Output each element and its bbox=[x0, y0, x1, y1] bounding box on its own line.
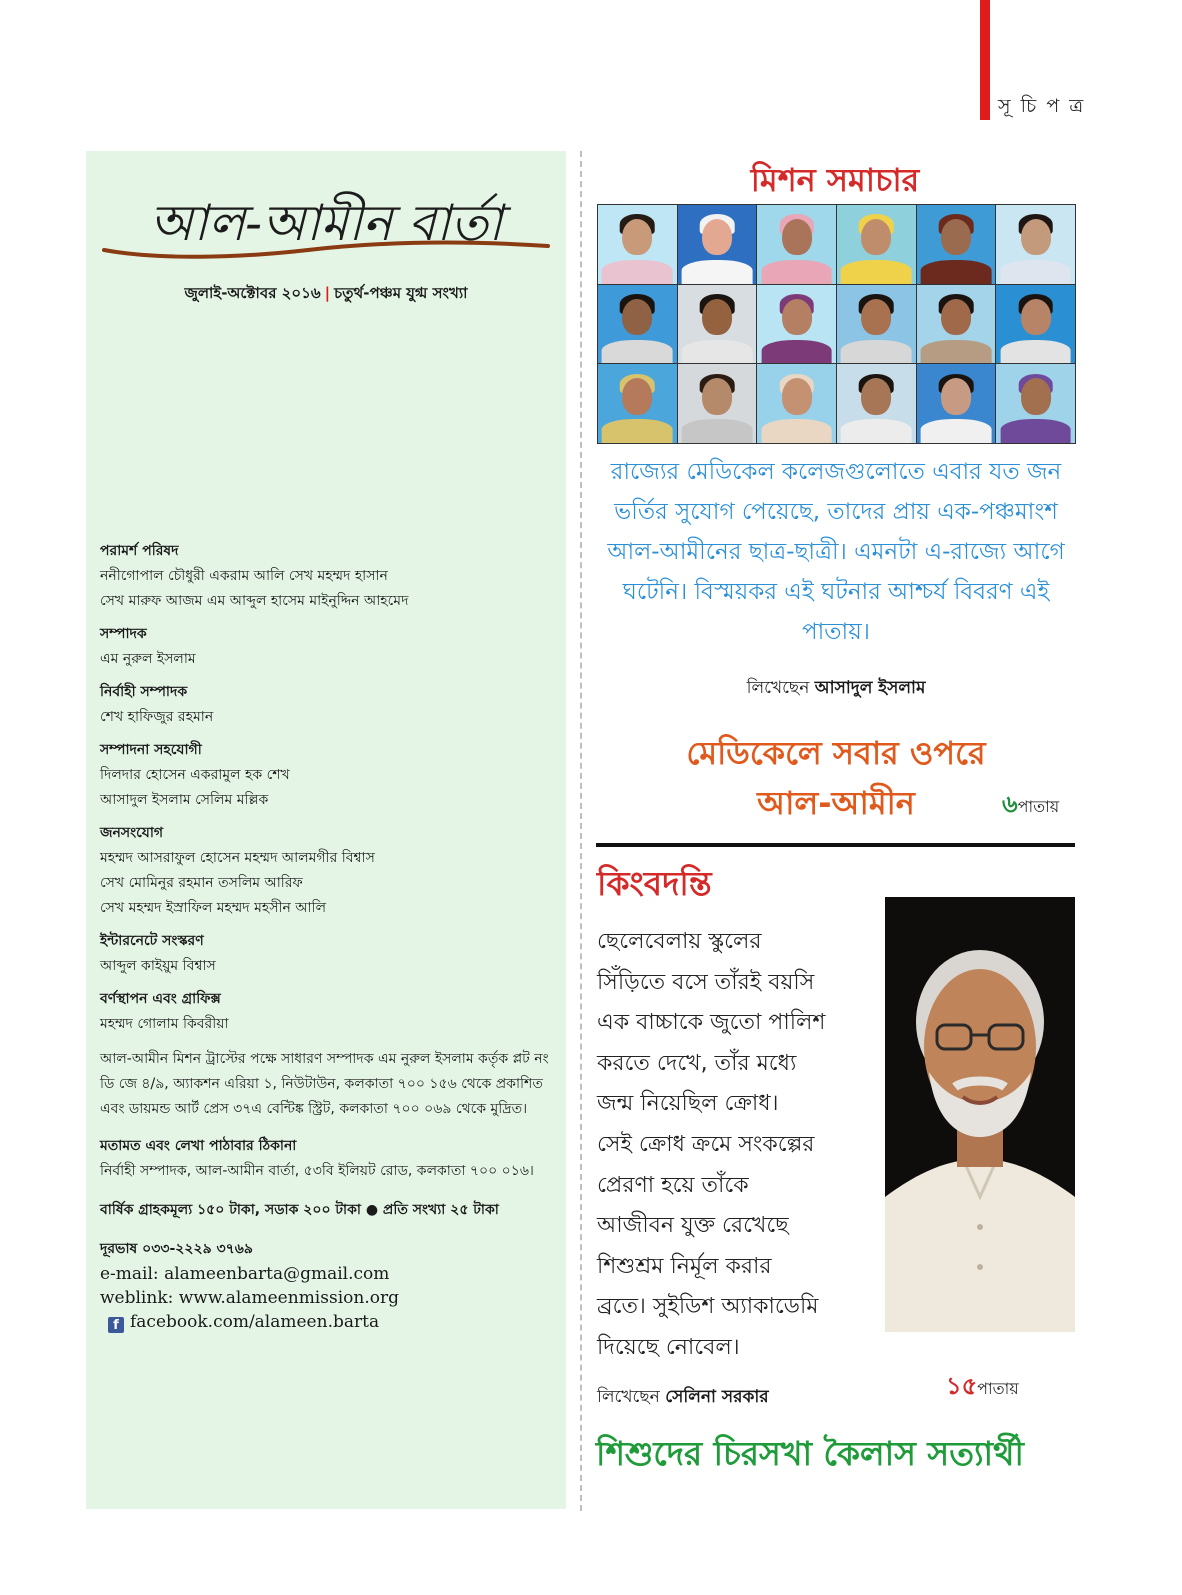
photo-body bbox=[682, 260, 753, 284]
issue-number: চতুর্থ-পঞ্চম যুগ্ম সংখ্যা bbox=[334, 284, 468, 302]
pr-names-2: সেখ মোমিনুর রহমান তসলিম আরিফ bbox=[100, 875, 303, 891]
legend-page-ref[interactable] bbox=[946, 1368, 1019, 1408]
page-number: ৬ bbox=[1002, 790, 1018, 818]
pr-heading: জনসংযোগ bbox=[100, 825, 164, 841]
photo-face bbox=[1021, 378, 1051, 414]
student-photo bbox=[837, 364, 916, 443]
student-photo-grid bbox=[597, 204, 1076, 444]
photo-face bbox=[941, 299, 971, 335]
portrait-photo bbox=[885, 897, 1075, 1332]
photo-face bbox=[702, 299, 732, 335]
exec-editor-heading: নির্বাহী সম্পাদক bbox=[100, 684, 188, 700]
legend-byline bbox=[597, 1384, 769, 1412]
title-line-1: মেডিকেলে সবার ওপরে bbox=[686, 734, 986, 772]
editor-heading: সম্পাদক bbox=[100, 626, 147, 642]
student-photo bbox=[598, 364, 677, 443]
photo-body bbox=[602, 340, 673, 364]
byline-author: আসাদুল ইসলাম bbox=[814, 678, 926, 698]
photo-face bbox=[782, 299, 812, 335]
photo-body bbox=[841, 419, 912, 443]
legend-blurb-line: জন্ম নিয়েছিল ক্রোধ। bbox=[597, 1091, 779, 1117]
legend-blurb-line: শিশুশ্রম নির্মূল করার bbox=[597, 1253, 772, 1279]
page-word: পাতায় bbox=[977, 1379, 1019, 1398]
issue-separator: | bbox=[324, 284, 331, 302]
pr-names-1: মহম্মদ আসরাফুল হোসেন মহম্মদ আলমগীর বিশ্বাস bbox=[100, 850, 375, 866]
masthead-panel bbox=[86, 151, 566, 1509]
photo-body bbox=[682, 340, 753, 364]
photo-face bbox=[782, 219, 812, 255]
advisory-names-2: সেখ মারুফ আজম এম আব্দুল হাসেম মাইনুদ্দিন আহমেদ bbox=[100, 593, 409, 609]
page-word: পাতায় bbox=[1017, 797, 1060, 816]
section-label: সূ চি প ত্র bbox=[998, 95, 1086, 117]
phone-line: দূরভাষ ০৩৩-২২২৯ ৩৭৬৯ bbox=[100, 1241, 253, 1257]
photo-body bbox=[921, 419, 992, 443]
student-photo bbox=[917, 285, 996, 364]
photo-body bbox=[761, 340, 832, 364]
masthead-title: আল-আমীন বার্তা bbox=[149, 194, 503, 252]
contact-heading: মতামত এবং লেখা পাঠাবার ঠিকানা bbox=[100, 1138, 297, 1154]
photo-body bbox=[841, 260, 912, 284]
mission-news-page-ref[interactable] bbox=[1002, 786, 1059, 826]
photo-body bbox=[602, 419, 673, 443]
student-photo bbox=[757, 205, 836, 284]
photo-face bbox=[861, 299, 891, 335]
publisher-note: আল-আমীন মিশন ট্রাস্টের পক্ষে সাধারণ সম্পাদক এম নুরুল ইসলাম কর্তৃক প্লট নং ডি জে ৪/৯, অ্যাকশন এরিয়া ১, নিউটাউন, কলকাতা ৭০০ ১৫৬ থেকে প্রকাশিত এবং ডায়মন্ড আর্ট প্রেস ৩৭এ বেন্টিঙ্ক স্ট্রিট, কলকাতা ৭০০ ০৬৯ থেকে মুদ্রিত। bbox=[100, 1051, 549, 1117]
masthead-swash bbox=[98, 236, 554, 266]
email-link[interactable]: e-mail: alameenbarta@gmail.com bbox=[100, 1264, 390, 1284]
editor-name: এম নুরুল ইসলাম bbox=[100, 651, 196, 667]
facebook-link[interactable] bbox=[100, 1310, 558, 1334]
photo-body bbox=[761, 260, 832, 284]
mission-news-byline bbox=[598, 675, 1074, 703]
page-number: ১৫ bbox=[946, 1372, 978, 1400]
student-photo bbox=[757, 364, 836, 443]
photo-body bbox=[1000, 419, 1071, 443]
exec-editor-name: শেখ হাফিজুর রহমান bbox=[100, 709, 214, 725]
legend-blurb bbox=[597, 922, 882, 1369]
student-photo bbox=[678, 364, 757, 443]
mission-news-blurb: রাজ্যের মেডিকেল কলেজগুলোতে এবার যত জন ভর্তির সুযোগ পেয়েছে, তাদের প্রায় এক-পঞ্চমাংশ আল-আমীনের ছাত্র-ছাত্রী। এমনটা এ-রাজ্যে আগে ঘটেনি। বিস্ময়কর এই ঘটনার আশ্চর্য বিবরণ এই পাতায়। bbox=[607, 459, 1065, 645]
photo-face bbox=[941, 219, 971, 255]
pr-names-3: সেখ মহম্মদ ইস্রাফিল মহম্মদ মহসীন আলি bbox=[100, 900, 327, 916]
photo-face bbox=[622, 299, 652, 335]
student-photo bbox=[996, 285, 1075, 364]
photo-body bbox=[841, 340, 912, 364]
assoc-editor-heading: সম্পাদনা সহযোগী bbox=[100, 742, 202, 758]
contact-address: নির্বাহী সম্পাদক, আল-আমীন বার্তা, ৫৩বি ইলিয়ট রোড, কলকাতা ৭০০ ০১৬। bbox=[100, 1163, 534, 1179]
student-photo bbox=[598, 285, 677, 364]
student-photo bbox=[996, 364, 1075, 443]
issue-line bbox=[86, 282, 566, 307]
legend-blurb-line: এক বাচ্চাকে জুতো পালিশ bbox=[597, 1010, 826, 1036]
portrait-illustration bbox=[885, 897, 1075, 1332]
legend-blurb-line: ব্রতে। সুইডিশ অ্যাকাডেমি bbox=[597, 1294, 819, 1320]
credits-block bbox=[100, 539, 558, 1334]
assoc-editor-names-1: দিলদার হোসেন একরামুল হক শেখ bbox=[100, 767, 290, 783]
photo-face bbox=[622, 378, 652, 414]
header-accent-bar bbox=[980, 0, 990, 120]
byline-prefix: লিখেছেন bbox=[597, 1387, 660, 1407]
design-name: মহম্মদ গোলাম কিবরীয়া bbox=[100, 1016, 229, 1032]
photo-face bbox=[941, 378, 971, 414]
photo-face bbox=[702, 378, 732, 414]
legend-title[interactable]: শিশুদের চিরসখা কৈলাস সত্যার্থী bbox=[596, 1434, 1024, 1473]
mission-news-heading: মিশন সমাচার bbox=[750, 161, 920, 199]
student-photo bbox=[678, 285, 757, 364]
photo-face bbox=[861, 378, 891, 414]
legend-heading: কিংবদন্তি bbox=[597, 864, 712, 903]
subscription-line: বার্ষিক গ্রাহকমূল্য ১৫০ টাকা, সডাক ২০০ টাকা ● প্রতি সংখ্যা ২৫ টাকা bbox=[100, 1202, 499, 1218]
photo-face bbox=[861, 219, 891, 255]
photo-face bbox=[1021, 299, 1051, 335]
legend-blurb-line: সেই ক্রোধ ক্রমে সংকল্পের bbox=[597, 1131, 815, 1157]
student-photo bbox=[917, 364, 996, 443]
photo-body bbox=[761, 419, 832, 443]
photo-face bbox=[702, 219, 732, 255]
student-photo bbox=[917, 205, 996, 284]
title-line-2: আল-আমীন bbox=[757, 784, 915, 822]
web-edition-heading: ইন্টারনেটে সংস্করণ bbox=[100, 933, 204, 949]
legend-blurb-line: আজীবন যুক্ত রেখেছে bbox=[597, 1213, 789, 1239]
student-photo bbox=[678, 205, 757, 284]
legend-blurb-line: সিঁড়িতে বসে তাঁরই বয়সি bbox=[597, 969, 815, 995]
web-link[interactable]: weblink: www.alameenmission.org bbox=[100, 1288, 399, 1308]
photo-body bbox=[921, 340, 992, 364]
photo-body bbox=[682, 419, 753, 443]
legend-blurb-line: দিয়েছে নোবেল। bbox=[597, 1334, 740, 1360]
facebook-url: facebook.com/alameen.barta bbox=[130, 1312, 380, 1332]
student-photo bbox=[837, 205, 916, 284]
masthead-logo bbox=[98, 186, 554, 266]
photo-face bbox=[782, 378, 812, 414]
legend-blurb-line: প্রেরণা হয়ে তাঁকে bbox=[597, 1172, 749, 1198]
student-photo bbox=[757, 285, 836, 364]
photo-face bbox=[1021, 219, 1051, 255]
student-photo bbox=[837, 285, 916, 364]
section-rule bbox=[596, 843, 1075, 847]
photo-body bbox=[1000, 340, 1071, 364]
byline-author: সেলিনা সরকার bbox=[665, 1387, 769, 1407]
byline-prefix: লিখেছেন bbox=[746, 678, 810, 698]
legend-blurb-line: করতে দেখে, তাঁর মধ্যে bbox=[597, 1050, 797, 1076]
column-divider bbox=[580, 151, 582, 1511]
photo-body bbox=[921, 260, 992, 284]
photo-body bbox=[1000, 260, 1071, 284]
student-photo bbox=[598, 205, 677, 284]
web-edition-name: আব্দুল কাইয়ুম বিশ্বাস bbox=[100, 958, 216, 974]
student-photo bbox=[996, 205, 1075, 284]
advisory-names-1: ননীগোপাল চৌধুরী একরাম আলি সেখ মহম্মদ হাসান bbox=[100, 568, 388, 584]
issue-date: জুলাই-অক্টোবর ২০১৬ bbox=[184, 284, 321, 302]
legend-blurb-line: ছেলেবেলায় স্কুলের bbox=[597, 929, 762, 954]
photo-body bbox=[602, 260, 673, 284]
facebook-icon: f bbox=[108, 1317, 124, 1333]
assoc-editor-names-2: আসাদুল ইসলাম সেলিম মল্লিক bbox=[100, 792, 269, 808]
advisory-heading: পরামর্শ পরিষদ bbox=[100, 543, 179, 559]
photo-face bbox=[622, 219, 652, 255]
design-heading: বর্ণস্থাপন এবং গ্রাফিক্স bbox=[100, 991, 221, 1007]
